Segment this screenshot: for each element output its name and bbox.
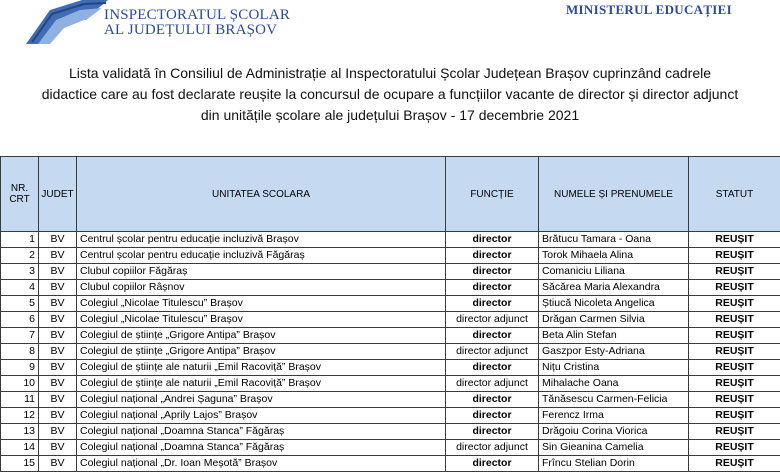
cell-functie: director [446,264,539,280]
cell-functie: director [446,232,539,248]
org-name-line2: AL JUDEȚULUI BRAȘOV [104,23,290,38]
cell-nume: Săcărea Maria Alexandra [539,280,689,296]
cell-functie: director [446,360,539,376]
col-header-nume: NUMELE ȘI PRENUMELE [539,157,689,232]
cell-nr: 8 [1,344,39,360]
cell-functie: director [446,456,539,472]
cell-unitate: Colegiul de științe „Grigore Antipa” Brașov [77,328,446,344]
inspectorate-logo-icon [22,0,114,44]
cell-nr: 11 [1,392,39,408]
cell-nume: Mihalache Oana [539,376,689,392]
cell-nr: 4 [1,280,39,296]
table-row [1,248,780,264]
cell-nr: 1 [1,232,39,248]
cell-functie: director [446,408,539,424]
cell-statut: REUȘIT [689,280,780,296]
cell-statut: REUȘIT [689,344,780,360]
table-row [1,360,780,376]
cell-unitate: Colegiul național „Andrei Șaguna” Brașov [77,392,446,408]
cell-nume: Brătucu Tamara - Oana [539,232,689,248]
cell-functie: director [446,424,539,440]
cell-nume: Beta Alin Stefan [539,328,689,344]
cell-functie: director adjunct [446,440,539,456]
cell-unitate: Colegiul național „Doamna Stanca” Făgăraș [77,424,446,440]
cell-functie: director [446,328,539,344]
table-row [1,312,780,328]
cell-nume: Ferencz Irma [539,408,689,424]
ministry-name: MINISTERUL EDUCAȚIEI [566,2,732,18]
cell-nume: Tănăsescu Carmen-Felicia [539,392,689,408]
cell-nume: Sin Gieanina Camelia [539,440,689,456]
cell-nume: Comaniciu Liliana [539,264,689,280]
cell-nume: Drăgan Carmen Silvia [539,312,689,328]
cell-nr: 5 [1,296,39,312]
cell-unitate: Colegiul național „Doamna Stanca” Făgăraș [77,440,446,456]
cell-judet: BV [39,328,77,344]
table-row [1,232,780,248]
cell-judet: BV [39,264,77,280]
cell-statut: REUȘIT [689,264,780,280]
cell-judet: BV [39,296,77,312]
cell-judet: BV [39,360,77,376]
table-row [1,280,780,296]
cell-nume: Știucă Nicoleta Angelica [539,296,689,312]
col-header-nr: NR. CRT [1,157,39,232]
cell-unitate: Colegiul de științe „Grigore Antipa” Brașov [77,344,446,360]
table-row [1,456,780,472]
cell-judet: BV [39,392,77,408]
col-header-judet: JUDET [39,157,77,232]
table-row [1,392,780,408]
table-row [1,264,780,280]
cell-unitate: Clubul copiilor Râșnov [77,280,446,296]
cell-nr: 7 [1,328,39,344]
table-row [1,344,780,360]
cell-nume: Torok Mihaela Alina [539,248,689,264]
org-name [104,8,290,38]
cell-statut: REUȘIT [689,456,780,472]
cell-judet: BV [39,232,77,248]
cell-unitate: Clubul copiilor Făgăraș [77,264,446,280]
table-row [1,424,780,440]
table-row [1,328,780,344]
cell-statut: REUȘIT [689,296,780,312]
cell-statut: REUȘIT [689,360,780,376]
cell-judet: BV [39,456,77,472]
cell-unitate: Colegiul de științe ale naturii „Emil Racoviță” Brașov [77,360,446,376]
cell-nume: Drăgoiu Corina Viorica [539,424,689,440]
table-row [1,296,780,312]
cell-statut: REUȘIT [689,328,780,344]
cell-nr: 15 [1,456,39,472]
table-row [1,440,780,456]
cell-judet: BV [39,344,77,360]
cell-unitate: Colegiul național „Dr. Ioan Meșotă” Brașov [77,456,446,472]
cell-statut: REUȘIT [689,376,780,392]
cell-functie: director adjunct [446,344,539,360]
document-title: Lista validată în Consiliul de Administrație al Inspectoratului Școlar Județean Brașov cuprinzând cadrele didactice care au fost declarate reușite la concursul de ocupare a funcțiilor vacante de director și director adjunct din unitățile școlare ale județului Brașov - 17 decembrie 2021 [40,63,740,126]
page-header [0,0,780,48]
cell-judet: BV [39,280,77,296]
cell-judet: BV [39,424,77,440]
cell-nume: Frîncu Stelian Dorin [539,456,689,472]
cell-statut: REUȘIT [689,424,780,440]
cell-judet: BV [39,440,77,456]
cell-unitate: Colegiul național „Aprily Lajos” Brașov [77,408,446,424]
cell-nr: 10 [1,376,39,392]
cell-judet: BV [39,248,77,264]
cell-functie: director [446,280,539,296]
cell-unitate: Colegiul „Nicolae Titulescu” Brașov [77,296,446,312]
table-row [1,376,780,392]
cell-judet: BV [39,408,77,424]
cell-statut: REUȘIT [689,408,780,424]
results-table [0,156,780,472]
cell-functie: director adjunct [446,312,539,328]
cell-unitate: Centrul școlar pentru educație incluzivă Brașov [77,232,446,248]
table-header-row [1,157,780,232]
cell-nr: 9 [1,360,39,376]
cell-functie: director adjunct [446,376,539,392]
cell-functie: director [446,248,539,264]
cell-nr: 3 [1,264,39,280]
cell-nume: Nițu Cristina [539,360,689,376]
cell-judet: BV [39,376,77,392]
cell-statut: REUȘIT [689,248,780,264]
org-name-line1: INSPECTORATUL ȘCOLAR [104,8,290,23]
table-row [1,408,780,424]
cell-nr: 13 [1,424,39,440]
cell-unitate: Colegiul „Nicolae Titulescu” Brașov [77,312,446,328]
cell-judet: BV [39,312,77,328]
cell-statut: REUȘIT [689,312,780,328]
cell-functie: director [446,296,539,312]
cell-nume: Gaszpor Esty-Adriana [539,344,689,360]
cell-statut: REUȘIT [689,440,780,456]
cell-unitate: Colegiul de științe ale naturii „Emil Racoviță” Brașov [77,376,446,392]
cell-nr: 2 [1,248,39,264]
col-header-functie: FUNCȚIE [446,157,539,232]
cell-nr: 12 [1,408,39,424]
table-body [1,232,780,472]
cell-statut: REUȘIT [689,232,780,248]
cell-statut: REUȘIT [689,392,780,408]
cell-nr: 14 [1,440,39,456]
col-header-unitate: UNITATEA SCOLARA [77,157,446,232]
col-header-statut: STATUT [689,157,780,232]
cell-functie: director [446,392,539,408]
cell-unitate: Centrul școlar pentru educație incluzivă Făgăraș [77,248,446,264]
cell-nr: 6 [1,312,39,328]
